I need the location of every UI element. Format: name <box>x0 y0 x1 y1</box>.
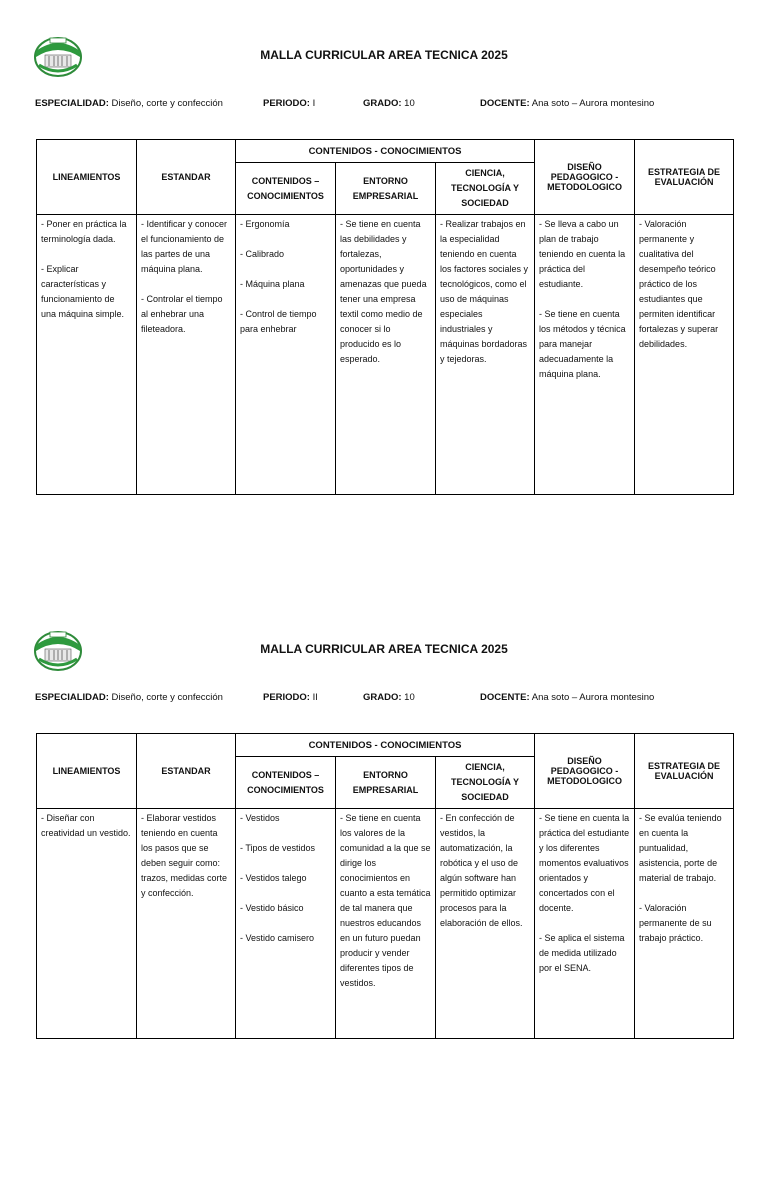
list-item: - Valoración permanente de su trabajo práctico. <box>639 903 712 943</box>
list-item: - Realizar trabajos en la especialidad teniendo en cuenta los factores sociales y tecnológicos, como el uso de máquinas especiales industriales y máquinas bordadoras y tejedoras. <box>440 219 529 364</box>
list-item: - Ergonomía <box>240 219 290 229</box>
periodo-field <box>263 98 315 109</box>
header-estrategia: ESTRATEGIA DE EVALUACIÓN <box>635 734 734 809</box>
list-item: - Vestidos talego <box>240 873 307 883</box>
list-item: - Se tiene en cuenta los métodos y técnica para manejar adecuadamente la máquina plana. <box>539 309 626 379</box>
especialidad-field <box>35 692 223 703</box>
cell-contenidos <box>236 809 336 1039</box>
header-entorno: ENTORNO EMPRESARIAL <box>336 163 436 215</box>
grado-field <box>363 98 415 109</box>
header-entorno: ENTORNO EMPRESARIAL <box>336 757 436 809</box>
document-title: MALLA CURRICULAR AREA TECNICA 2025 <box>260 48 508 62</box>
header-lineamientos: LINEAMIENTOS <box>37 140 137 215</box>
docente-label: DOCENTE: <box>480 692 530 703</box>
especialidad-value: Diseño, corte y confección <box>111 98 223 109</box>
especialidad-label: ESPECIALIDAD: <box>35 98 109 109</box>
list-item: - Se tiene en cuenta los valores de la comunidad a la que se dirige los conocimientos en cuanto a esta temática de tal manera que nuestros educandos en un futuro puedan producir y vender diferentes tipos de vestidos. <box>340 813 431 988</box>
list-item: - Elaborar vestidos teniendo en cuenta los pasos que se deben seguir como: trazos, medidas corte y confección. <box>141 813 228 898</box>
curriculum-table <box>36 139 734 495</box>
list-item: - Control de tiempo para enhebrar <box>240 309 317 334</box>
docente-label: DOCENTE: <box>480 98 530 109</box>
list-item: - Se tiene en cuenta las debilidades y fortalezas, oportunidades y amenazas que pueda tener una empresa textil como medio de conocer si lo producido es lo esperado. <box>340 219 427 364</box>
curriculum-page-2 <box>0 594 768 1188</box>
periodo-label: PERIODO: <box>263 692 310 703</box>
header-diseno: DISEÑO PEDAGOGICO - METODOLOGICO <box>535 734 635 809</box>
cell-entorno <box>336 809 436 1039</box>
list-item: - Vestidos <box>240 813 280 823</box>
cell-ciencia <box>436 215 535 495</box>
cell-contenidos <box>236 215 336 495</box>
especialidad-value: Diseño, corte y confección <box>111 692 223 703</box>
grado-value: 10 <box>404 98 415 109</box>
list-item: - Se tiene en cuenta la práctica del estudiante y los diferentes momentos evaluativos orientados y concertados con el docente. <box>539 813 630 913</box>
header-ciencia: CIENCIA, TECNOLOGÍA Y SOCIEDAD <box>436 757 535 809</box>
docente-field <box>480 692 654 703</box>
grado-value: 10 <box>404 692 415 703</box>
header-contenidos: CONTENIDOS – CONOCIMIENTOS <box>236 757 336 809</box>
cell-estandar <box>137 809 236 1039</box>
especialidad-field <box>35 98 223 109</box>
cell-lineamientos <box>37 809 137 1039</box>
header-contenidos-group: CONTENIDOS - CONOCIMIENTOS <box>236 734 535 757</box>
list-item: - Se lleva a cabo un plan de trabajo teniendo en cuenta la práctica del estudiante. <box>539 219 626 289</box>
header-estrategia: ESTRATEGIA DE EVALUACIÓN <box>635 140 734 215</box>
grado-field <box>363 692 415 703</box>
cell-estrategia <box>635 215 734 495</box>
cell-diseno <box>535 215 635 495</box>
header-estandar: ESTANDAR <box>137 140 236 215</box>
list-item: - Explicar características y funcionamiento de una máquina simple. <box>41 264 125 319</box>
list-item: - Se evalúa teniendo en cuenta la puntualidad, asistencia, porte de material de trabajo. <box>639 813 722 883</box>
cell-entorno <box>336 215 436 495</box>
list-item: - Valoración permanente y cualitativa del desempeño teórico práctico de los estudiantes que permiten identificar fortalezas y superar debilidades. <box>639 219 719 349</box>
cell-diseno <box>535 809 635 1039</box>
list-item: - Poner en práctica la terminología dada. <box>41 219 127 244</box>
list-item: - Máquina plana <box>240 279 305 289</box>
cell-lineamientos <box>37 215 137 495</box>
list-item: - Diseñar con creatividad un vestido. <box>41 813 131 838</box>
grado-label: GRADO: <box>363 98 402 109</box>
periodo-value: I <box>312 98 316 109</box>
header-contenidos: CONTENIDOS – CONOCIMIENTOS <box>236 163 336 215</box>
docente-value: Ana soto – Aurora montesino <box>531 98 655 109</box>
list-item: - Calibrado <box>240 249 285 259</box>
list-item: - Se aplica el sistema de medida utilizado por el SENA. <box>539 933 625 973</box>
cell-ciencia <box>436 809 535 1039</box>
curriculum-table <box>36 733 734 1039</box>
list-item: - Vestido camisero <box>240 933 315 943</box>
docente-field <box>480 98 654 109</box>
header-ciencia: CIENCIA, TECNOLOGÍA Y SOCIEDAD <box>436 163 535 215</box>
docente-value: Ana soto – Aurora montesino <box>531 692 655 703</box>
grado-label: GRADO: <box>363 692 402 703</box>
especialidad-label: ESPECIALIDAD: <box>35 692 109 703</box>
cell-estandar <box>137 215 236 495</box>
periodo-label: PERIODO: <box>263 98 310 109</box>
periodo-value: II <box>312 692 318 703</box>
header-estandar: ESTANDAR <box>137 734 236 809</box>
header-lineamientos: LINEAMIENTOS <box>37 734 137 809</box>
cell-estrategia <box>635 809 734 1039</box>
header-diseno: DISEÑO PEDAGOGICO - METODOLOGICO <box>535 140 635 215</box>
list-item: - Tipos de vestidos <box>240 843 316 853</box>
list-item: - Vestido básico <box>240 903 304 913</box>
list-item: - Controlar el tiempo al enhebrar una fileteadora. <box>141 294 223 334</box>
list-item: - En confección de vestidos, la automatización, la robótica y el uso de algún software han permitido optimizar procesos para la elaboración de ellos. <box>440 813 523 928</box>
list-item: - Identificar y conocer el funcionamiento de las partes de una máquina plana. <box>141 219 228 274</box>
header-contenidos-group: CONTENIDOS - CONOCIMIENTOS <box>236 140 535 163</box>
periodo-field <box>263 692 318 703</box>
document-title: MALLA CURRICULAR AREA TECNICA 2025 <box>260 642 508 656</box>
